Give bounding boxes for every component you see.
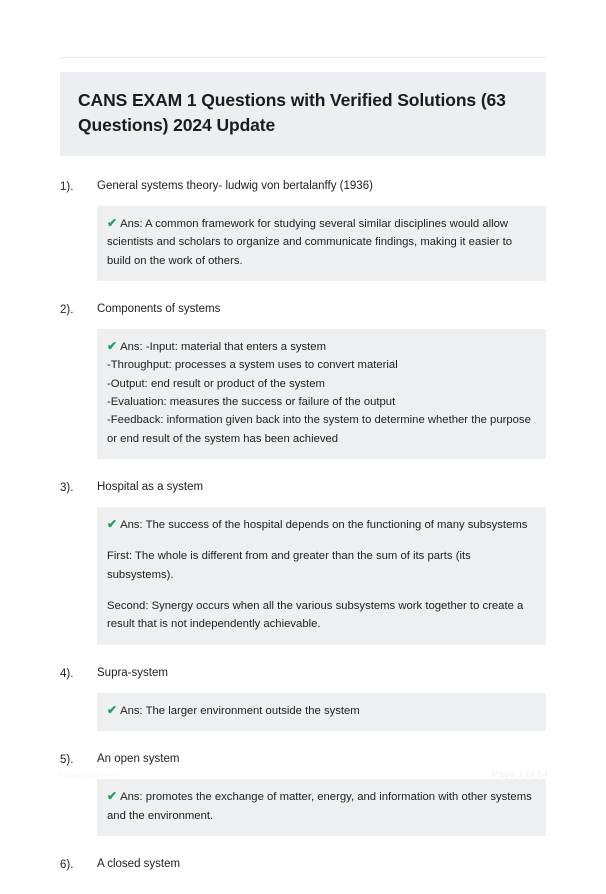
footer-watermark: PaperStlic.com [58,770,118,780]
answer-text: Ans: The success of the hospital depends on the functioning of many subsystems [120,519,528,532]
question-text: Components of systems [97,302,221,315]
question-row [0,301,606,319]
answer-line [107,547,534,584]
block-spacer [0,645,606,665]
block-spacer [0,731,606,751]
answer-text: Second: Synergy occurs when all the various subsystems work together to create a result that is not independently achievable. [107,600,524,631]
answer-text: Ans: -Input: material that enters a system [120,341,327,354]
answer-line [107,702,534,720]
answer-line [107,597,534,634]
question-number: 2). [60,303,74,316]
question-block [0,301,606,479]
block-spacer [0,281,606,301]
answer-text: -Feedback: information given back into the system to determine whether the purpose or end result of the system has been achieved [107,414,531,445]
question-row [0,856,606,874]
question-text: A closed system [97,857,181,870]
check-icon: ✔ [107,789,118,804]
check-icon: ✔ [107,702,118,717]
check-icon: ✔ [107,517,118,532]
question-block [0,856,606,894]
question-block [0,178,606,301]
answer-line [107,375,534,393]
answer-box [97,693,546,731]
block-spacer [0,459,606,479]
answer-line [107,411,534,448]
answer-text: Ans: promotes the exchange of matter, energy, and information with other systems and the environment. [107,791,532,822]
answer-line [107,356,534,374]
page-footer [0,756,606,804]
question-row [0,178,606,196]
question-text: Supra-system [97,666,168,679]
answer-box [97,329,546,459]
answer-box [97,206,546,281]
question-row [0,479,606,497]
block-spacer [0,874,606,894]
question-text: General systems theory- ludwig von bertalanffy (1936) [97,179,373,192]
answer-text: Ans: A common framework for studying several similar disciplines would allow scientists and scholars to organize and communicate findings, making it easier to build on the work of others. [107,217,513,267]
answer-line [107,338,534,356]
check-icon: ✔ [107,215,118,230]
question-number: 3). [60,481,74,494]
question-text: Hospital as a system [97,480,204,493]
answer-text: Ans: The larger environment outside the system [120,704,360,717]
question-block [0,479,606,665]
title-spacer [0,156,606,178]
answer-line [107,393,534,411]
question-number: 4). [60,667,74,680]
footer-page-number: Page 1 of 14 [491,769,548,780]
header-divider [60,57,546,58]
block-spacer [0,836,606,856]
question-number: 6). [60,858,74,871]
question-number: 5). [60,754,74,767]
check-icon: ✔ [107,339,118,354]
answer-text: -Throughput: processes a system uses to convert material [107,359,398,372]
answer-text: -Output: end result or product of the system [107,377,325,390]
answer-line [107,215,534,270]
page-title: CANS EXAM 1 Questions with Verified Solutions (63 Questions) 2024 Update [60,72,546,156]
question-row [0,665,606,683]
question-text: An open system [97,753,180,766]
answer-text: First: The whole is different from and greater than the sum of its parts (its subsystems). [107,550,471,581]
question-number: 1). [60,180,74,193]
question-block [0,665,606,752]
answer-text: -Evaluation: measures the success or failure of the output [107,395,396,408]
answer-box [97,507,546,644]
answer-line [107,516,534,534]
